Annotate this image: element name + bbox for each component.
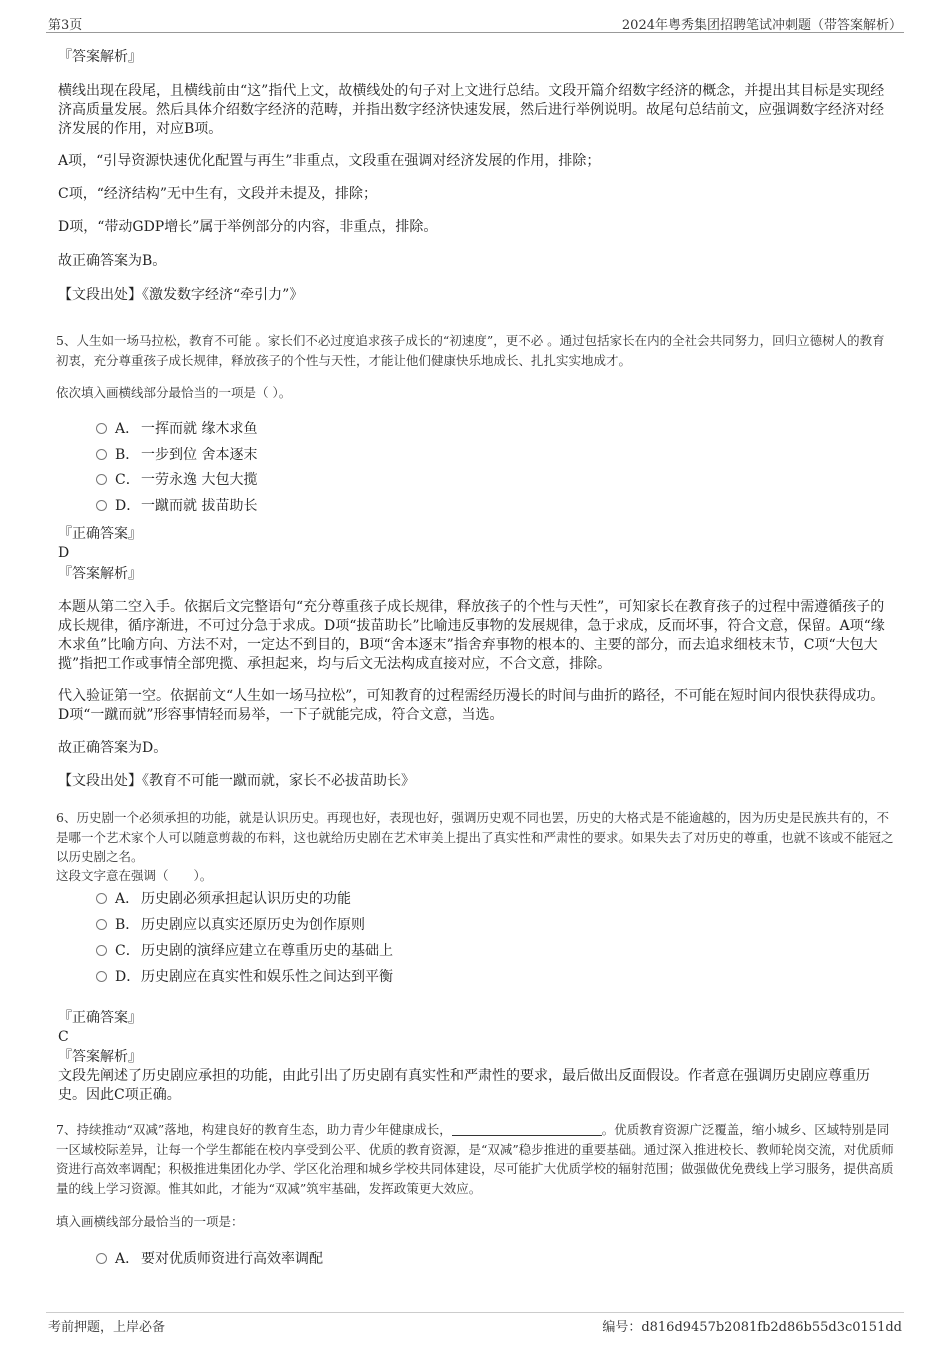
q6-option-b[interactable]: B． 历史剧应以真实还原历史为创作原则 (96, 915, 365, 935)
radio-icon[interactable] (96, 449, 107, 460)
q4-analysis-label: 『答案解析』 (58, 49, 142, 65)
q5-option-d[interactable]: D．一蹴而就 拔苗助长 (96, 496, 257, 516)
document-id: 编号：d816d9457b2081fb2d86b55d3c0151dd (602, 1320, 902, 1335)
document-title: 2024年粤秀集团招聘笔试冲刺题（带答案解析） (621, 18, 902, 33)
q6-answer-label: 『正确答案』 (58, 1010, 142, 1026)
q4-analysis-p2: A项，“引导资源快速优化配置与再生”非重点，文段重在强调对经济发展的作用，排除； (58, 153, 601, 169)
q5-analysis-p1: 本题从第二空入手。依据后文完整语句“充分尊重孩子成长规律，释放孩子的个性与天性”，可知家长在教育孩子的过程中需遵循孩子的成长规律，循序渐进，不可过分急于求成。D项“拔苗助长”比喻违反事物的发展规律，急于求成，反而坏事，符合文意，保留。A项“缘木求鱼”比喻方向、方法不对，一定达不到目的，B项“舍本逐末”指舍弃事物的根本的、主要的部分，而去追求细枝末节，C项“大包大揽”指把工作或事情全部兜揽、承担起来，均与后文无法构成直接对应，不合文意，排除。 (58, 599, 885, 672)
q6-stem: 6、历史剧一个必须承担的功能，就是认识历史。再现也好，表现也好，强调历史观不同也罢，历史的大格式是不能逾越的，因为历史是民族共有的，不是哪一个艺术家个人可以随意剪裁的布料，这也就给历史剧在艺术审美上提出了真实性和严肃性的要求。如果失去了对历史的尊重，也就不该或不能冠之以历史剧之名。 (56, 810, 894, 864)
radio-icon[interactable] (96, 1253, 107, 1264)
q5-analysis-label: 『答案解析』 (58, 566, 142, 582)
q6-analysis-p1: 文段先阐述了历史剧应承担的功能，由此引出了历史剧有真实性和严肃性的要求，最后做出反面假设。作者意在强调历史剧应尊重历史。因此C项正确。 (58, 1068, 870, 1103)
q5-answer: D (58, 545, 70, 561)
q6-option-a[interactable]: A． 历史剧必须承担起认识历史的功能 (96, 889, 351, 909)
page-footer (46, 1312, 904, 1335)
radio-icon[interactable] (96, 500, 107, 511)
q4-analysis-p4: D项，“带动GDP增长”属于举例部分的内容，非重点，排除。 (58, 219, 438, 235)
q6-option-d[interactable]: D．历史剧应在真实性和娱乐性之间达到平衡 (96, 967, 393, 987)
radio-icon[interactable] (96, 971, 107, 982)
radio-icon[interactable] (96, 893, 107, 904)
q4-source: 【文段出处】《激发数字经济“牵引力”》 (58, 287, 304, 303)
q6-prompt: 这段文字意在强调（ ）。 (56, 868, 213, 883)
q7-prompt: 填入画横线部分最恰当的一项是： (56, 1214, 244, 1229)
q6-answer: C (58, 1029, 69, 1045)
footer-slogan: 考前押题，上岸必备 (48, 1320, 166, 1335)
q5-conclusion: 故正确答案为D。 (58, 740, 168, 756)
page-number: 第3页 (48, 18, 83, 33)
radio-icon[interactable] (96, 474, 107, 485)
q5-option-b[interactable]: B． 一步到位 舍本逐末 (96, 445, 257, 465)
q6-analysis-label: 『答案解析』 (58, 1049, 142, 1065)
q5-source: 【文段出处】《教育不可能一蹴而就，家长不必拔苗助长》 (58, 773, 415, 789)
page-header (46, 12, 904, 33)
q5-prompt: 依次填入画横线部分最恰当的一项是（ ）。 (56, 385, 292, 400)
q4-analysis-p3: C项，“经济结构”无中生有，文段并未提及，排除； (58, 186, 378, 202)
q4-analysis-p1: 横线出现在段尾，且横线前由“这”指代上文，故横线处的句子对上文进行总结。文段开篇介绍数字经济的概念，并提出其目标是实现经济高质量发展。然后具体介绍数字经济的范畴，并指出数字经济快速发展，然后进行举例说明。故尾句总结前文，应强调数字经济对经济发展的作用，对应B项。 (58, 83, 885, 137)
q5-analysis-p2: 代入验证第一空。依据前文“人生如一场马拉松”，可知教育的过程需经历漫长的时间与曲折的路径，不可能在短时间内很快获得成功。D项“一蹴而就”形容事情轻而易举，一下子就能完成，符合文意，当选。 (58, 688, 885, 723)
q6-option-c[interactable]: C．历史剧的演绎应建立在尊重历史的基础上 (96, 941, 393, 961)
q5-answer-label: 『正确答案』 (58, 526, 142, 542)
q5-stem: 5、人生如一场马拉松，教育不可能 。家长们不必过度追求孩子成长的“初速度”，更不必 。通过包括家长在内的全社会共同努力，回归立德树人的教育初衷，充分尊重孩子成长规律，释放孩子的个性与天性，才能让他们健康快乐地成长、扎扎实实地成才。 (56, 333, 885, 368)
q7-stem: 7、持续推动“双减”落地，构建良好的教育生态，助力青少年健康成长， 。优质教育资源广泛覆盖，缩小城乡、区域特别是同一区域校际差异，让每一个学生都能在校内享受到公平、优质的教育资源，是“双减”稳步推进的重要基础。通过深入推进校长、教师轮岗交流，对优质师资进行高效率调配；积极推进集团化办学、学区化治理和城乡学校共同体建设，尽可能扩大优质学校的辐射范围；做强做优免费线上学习服务，提供高质量的线上学习资源。惟其如此，才能为“双减”筑牢基础，发挥政策更大效应。 (56, 1122, 894, 1196)
radio-icon[interactable] (96, 945, 107, 956)
radio-icon[interactable] (96, 423, 107, 434)
answer-blank (452, 1123, 602, 1136)
q4-conclusion: 故正确答案为B。 (58, 253, 167, 269)
q5-option-a[interactable]: A． 一挥而就 缘木求鱼 (96, 419, 257, 439)
q7-option-a[interactable]: A． 要对优质师资进行高效率调配 (96, 1249, 323, 1269)
radio-icon[interactable] (96, 919, 107, 930)
q5-option-c[interactable]: C．一劳永逸 大包大揽 (96, 470, 257, 490)
